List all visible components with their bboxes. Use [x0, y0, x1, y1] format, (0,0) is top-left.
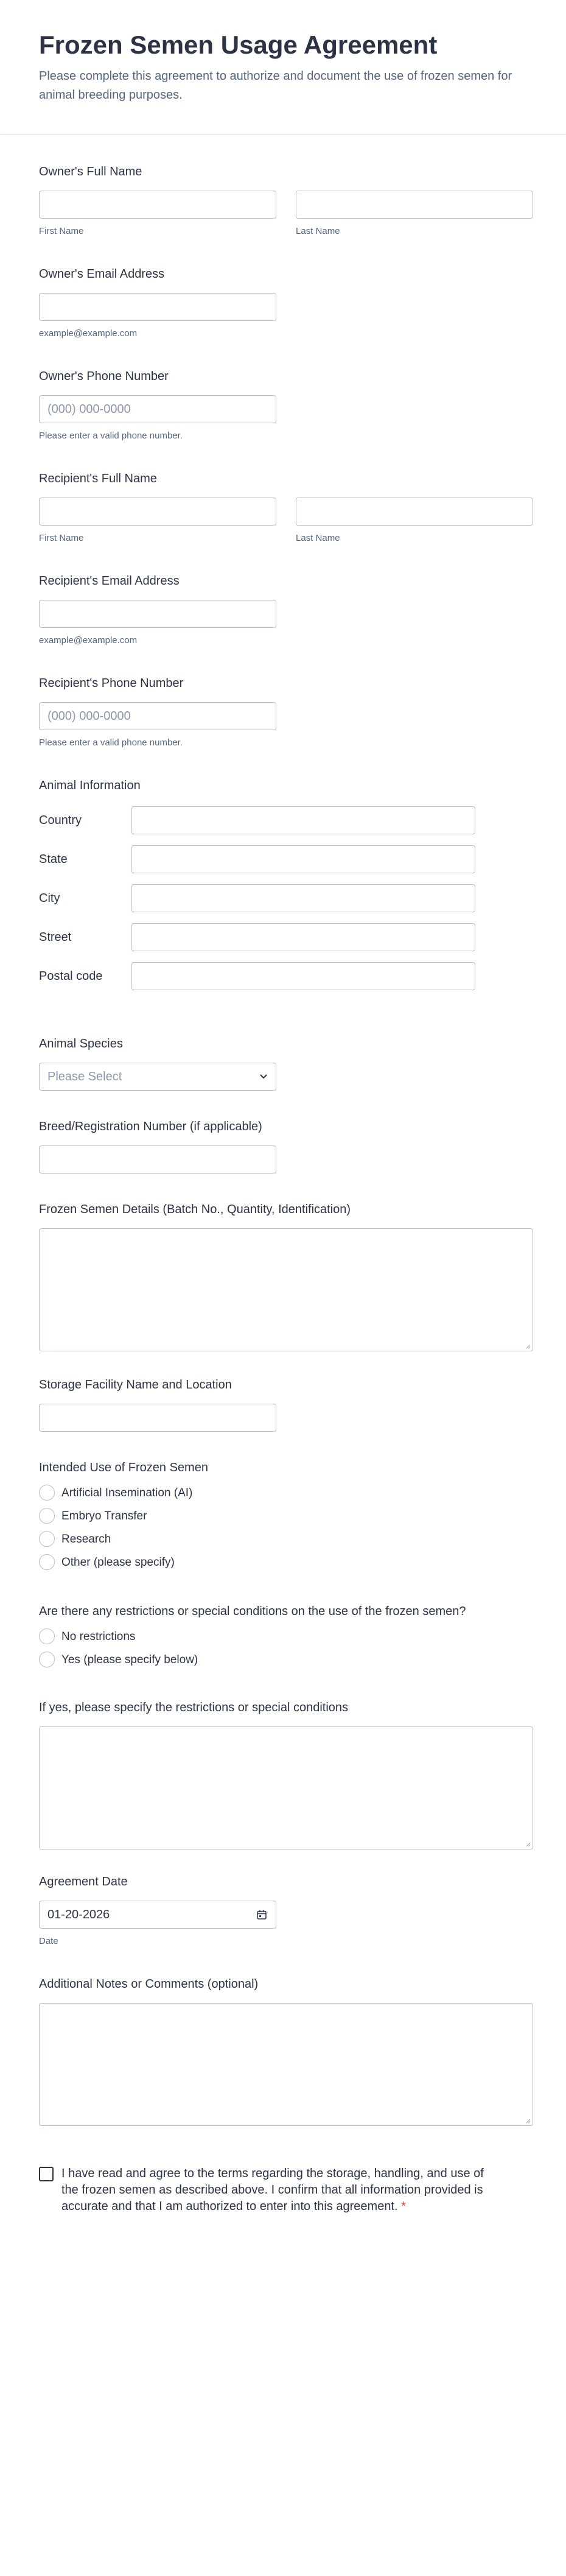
additional-notes-field	[39, 1977, 533, 2130]
restrictions-field	[39, 1605, 533, 1684]
owner-last-name-input[interactable]	[296, 191, 533, 219]
required-mark: *	[401, 2200, 406, 2213]
resize-handle-icon[interactable]	[525, 2117, 531, 2124]
owner-phone-placeholder: (000) 000-0000	[47, 403, 131, 416]
owner-phone-label: Owner's Phone Number	[39, 370, 169, 383]
intended-use-option-research[interactable]	[39, 1531, 282, 1548]
restrictions-detail-field	[39, 1701, 533, 1853]
semen-details-textarea[interactable]	[39, 1228, 533, 1351]
restrictions-detail-textarea[interactable]	[39, 1726, 533, 1849]
agreement-date-value: 01-20-2026	[47, 1908, 110, 1921]
postal-code-label: Postal code	[39, 970, 103, 983]
breed-input[interactable]	[39, 1145, 276, 1174]
postal-code-input[interactable]	[131, 962, 475, 990]
city-input[interactable]	[131, 884, 475, 912]
recipient-name-label: Recipient's Full Name	[39, 472, 157, 485]
intended-use-option-ai[interactable]	[39, 1485, 282, 1502]
consent-field	[39, 2166, 533, 2220]
radio-option-label: Artificial Insemination (AI)	[61, 1487, 193, 1499]
radio-button[interactable]	[39, 1508, 55, 1524]
recipient-email-field	[39, 574, 533, 647]
breed-field	[39, 1120, 533, 1181]
recipient-phone-placeholder: (000) 000-0000	[47, 709, 131, 723]
street-input[interactable]	[131, 923, 475, 951]
radio-button[interactable]	[39, 1531, 55, 1547]
radio-button[interactable]	[39, 1485, 55, 1501]
calendar-icon[interactable]	[256, 1909, 267, 1920]
form-subtitle: Please complete this agreement to authorize and document the use of frozen semen for animal breeding purposes.	[39, 69, 512, 102]
agreement-date-field	[39, 1875, 533, 1954]
recipient-last-name-sublabel: Last Name	[296, 533, 340, 543]
breed-label: Breed/Registration Number (if applicable)	[39, 1120, 262, 1133]
consent-checkbox[interactable]	[39, 2167, 54, 2181]
storage-facility-input[interactable]	[39, 1404, 276, 1432]
recipient-first-name-input[interactable]	[39, 498, 276, 526]
intended-use-option-other[interactable]	[39, 1554, 282, 1571]
recipient-email-input[interactable]	[39, 600, 276, 628]
intended-use-field	[39, 1461, 533, 1583]
radio-button[interactable]	[39, 1652, 55, 1667]
radio-option-label: Yes (please specify below)	[61, 1653, 198, 1666]
owner-email-sublabel: example@example.com	[39, 328, 138, 339]
owner-phone-field	[39, 370, 533, 443]
recipient-last-name-input[interactable]	[296, 498, 533, 526]
intended-use-option-embryo-transfer[interactable]	[39, 1508, 282, 1525]
form-title: Frozen Semen Usage Agreement	[39, 30, 438, 59]
owner-email-field	[39, 267, 533, 340]
recipient-email-sublabel: example@example.com	[39, 635, 138, 646]
owner-email-label: Owner's Email Address	[39, 267, 165, 281]
form-header	[0, 0, 566, 135]
owner-last-name-sublabel: Last Name	[296, 226, 340, 236]
semen-details-label: Frozen Semen Details (Batch No., Quantity, Identification)	[39, 1203, 351, 1216]
recipient-phone-field	[39, 677, 533, 750]
resize-handle-icon[interactable]	[525, 1343, 531, 1349]
radio-button[interactable]	[39, 1554, 55, 1570]
consent-text: I have read and agree to the terms regarding the storage, handling, and use of the frozen semen as described above. I confirm that all information provided is accurate and that I am authorized to enter into this agreement.	[61, 2167, 484, 2213]
recipient-email-label: Recipient's Email Address	[39, 574, 180, 588]
owner-name-field	[39, 165, 533, 238]
restrictions-detail-label: If yes, please specify the restrictions or special conditions	[39, 1701, 349, 1714]
radio-option-label: Research	[61, 1533, 111, 1546]
owner-name-label: Owner's Full Name	[39, 165, 142, 178]
country-label: Country	[39, 814, 82, 827]
agreement-date-input[interactable]	[39, 1901, 276, 1929]
animal-information-field	[39, 779, 533, 998]
restrictions-option-none[interactable]	[39, 1628, 282, 1645]
recipient-phone-sublabel: Please enter a valid phone number.	[39, 737, 183, 748]
additional-notes-textarea[interactable]	[39, 2003, 533, 2126]
recipient-first-name-sublabel: First Name	[39, 533, 84, 543]
recipient-phone-label: Recipient's Phone Number	[39, 677, 184, 690]
semen-details-field	[39, 1203, 533, 1355]
recipient-phone-input[interactable]	[39, 702, 276, 730]
state-label: State	[39, 853, 68, 866]
animal-species-placeholder: Please Select	[47, 1070, 122, 1083]
agreement-date-label: Agreement Date	[39, 1875, 128, 1888]
radio-button[interactable]	[39, 1628, 55, 1644]
state-input[interactable]	[131, 845, 475, 873]
country-input[interactable]	[131, 806, 475, 834]
animal-species-select[interactable]	[39, 1063, 276, 1091]
radio-option-label: Other (please specify)	[61, 1556, 175, 1569]
owner-email-input[interactable]	[39, 293, 276, 321]
radio-option-label: Embryo Transfer	[61, 1510, 147, 1522]
animal-species-label: Animal Species	[39, 1037, 123, 1050]
owner-phone-input[interactable]	[39, 395, 276, 423]
additional-notes-label: Additional Notes or Comments (optional)	[39, 1977, 259, 1991]
agreement-date-sublabel: Date	[39, 1936, 58, 1946]
chevron-down-icon	[260, 1074, 267, 1080]
owner-first-name-input[interactable]	[39, 191, 276, 219]
city-label: City	[39, 892, 60, 905]
storage-facility-field	[39, 1378, 533, 1439]
owner-phone-sublabel: Please enter a valid phone number.	[39, 431, 183, 441]
animal-information-label: Animal Information	[39, 779, 141, 792]
restrictions-label: Are there any restrictions or special conditions on the use of the frozen semen?	[39, 1605, 466, 1618]
recipient-name-field	[39, 472, 533, 545]
resize-handle-icon[interactable]	[525, 1841, 531, 1847]
consent-label	[61, 2166, 500, 2215]
radio-option-label: No restrictions	[61, 1630, 136, 1643]
intended-use-label: Intended Use of Frozen Semen	[39, 1461, 208, 1474]
restrictions-option-yes[interactable]	[39, 1652, 282, 1669]
street-label: Street	[39, 931, 72, 944]
animal-species-field	[39, 1037, 533, 1098]
storage-facility-label: Storage Facility Name and Location	[39, 1378, 232, 1392]
owner-first-name-sublabel: First Name	[39, 226, 84, 236]
